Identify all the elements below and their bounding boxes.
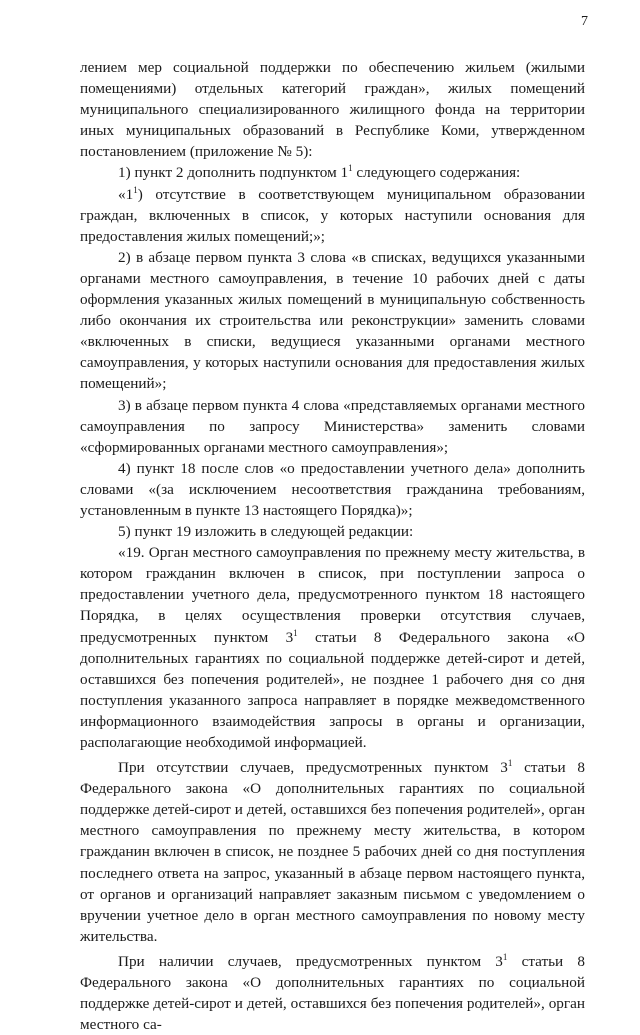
superscript: 1 [348, 163, 353, 174]
text-run: 3) в абзаце первом пункта 4 слова «представляемых органами местного самоуправления по запросу Министерства» заменить словами «сформированных органами местного самоуправления»; [80, 396, 585, 456]
text-run: лением мер социальной поддержки по обеспечению жильем (жилыми помещениями) отдельных категорий граждан», жилых помещений муниципального специализированного жилищного фонда на территории иных муниципальных образований в Республике Коми, утвержденном постановлением (приложение № 5): [80, 59, 585, 161]
superscript: 1 [133, 184, 138, 195]
paragraph [80, 542, 585, 753]
paragraph [80, 57, 585, 162]
text-run: «1 [118, 185, 134, 203]
paragraph [80, 247, 585, 395]
text-run: При отсутствии случаев, предусмотренных пунктом 3 [118, 759, 508, 777]
page-number: 7 [581, 14, 588, 29]
paragraph [80, 162, 585, 183]
text-run: 4) пункт 18 после слов «о предоставлении учетного дела» дополнить словами «(за исключением несоответствия гражданина требованиям, установленным в пункте 13 настоящего Порядка)»; [80, 459, 585, 519]
body-text [80, 57, 585, 1035]
paragraph [80, 184, 585, 247]
paragraph [80, 395, 585, 458]
paragraph [80, 951, 585, 1035]
text-run: «19. Орган местного самоуправления по прежнему месту жительства, в котором гражданин включен в список, при поступлении запроса о предоставлении учетного дела, предусмотренного пунктом 18 настоящего Порядка, в целях осуществления проверки отсутствия случаев, предусмотренных пунктом 3 [80, 544, 585, 646]
text-run: статьи 8 Федерального закона «О дополнительных гарантиях по социальной поддержке детей-сирот и детей, оставшихся без попечения родителей», орган местного са- [80, 952, 585, 1034]
superscript: 1 [293, 627, 298, 638]
text-run: ) отсутствие в соответствующем муниципальном образовании граждан, включенных в список, у которых наступили основания для предоставления жилых помещений;»; [80, 185, 585, 245]
text-run: 5) пункт 19 изложить в следующей редакции: [118, 523, 414, 541]
text-run: следующего содержания: [352, 164, 521, 182]
text-run: статьи 8 Федерального закона «О дополнительных гарантиях по социальной поддержке детей-сирот и детей, оставшихся без попечения родителей», не позднее 1 рабочего дня со дня поступления указанного запроса направляет в порядке межведомственного информационного взаимодействия запросы в органы и организации, располагающие необходимой информацией. [80, 628, 586, 751]
text-run: 1) пункт 2 дополнить подпунктом 1 [118, 164, 349, 182]
text-run: статьи 8 Федерального закона «О дополнительных гарантиях по социальной поддержке детей-сирот и детей, оставшихся без попечения родителей», орган местного самоуправления по прежнему месту жительства, в котором гражданин включен в список, не позднее 5 рабочих дней со дня поступления последнего ответа на запрос, указанный в абзаце первом настоящего пункта, от органов и организаций направляет заказным письмом с уведомлением о вручении учетное дело в орган местного самоуправления по новому месту жительства. [80, 759, 585, 945]
superscript: 1 [507, 758, 513, 769]
text-run: 2) в абзаце первом пункта 3 слова «в списках, ведущихся указанными органами местного самоуправления, в течение 10 рабочих дней с даты оформления указанных жилых помещений в муниципальную собственность либо окончания их строительства или реконструкции» заменить словами «включенных в списки, ведущиеся указанными органами местного самоуправления, у которых наступили основания для предоставления жилых помещений»; [80, 248, 585, 393]
superscript: 1 [502, 951, 508, 962]
text-run: При наличии случаев, предусмотренных пунктом 3 [118, 952, 503, 970]
paragraph [80, 458, 585, 521]
paragraph [80, 521, 585, 542]
paragraph [80, 757, 585, 947]
